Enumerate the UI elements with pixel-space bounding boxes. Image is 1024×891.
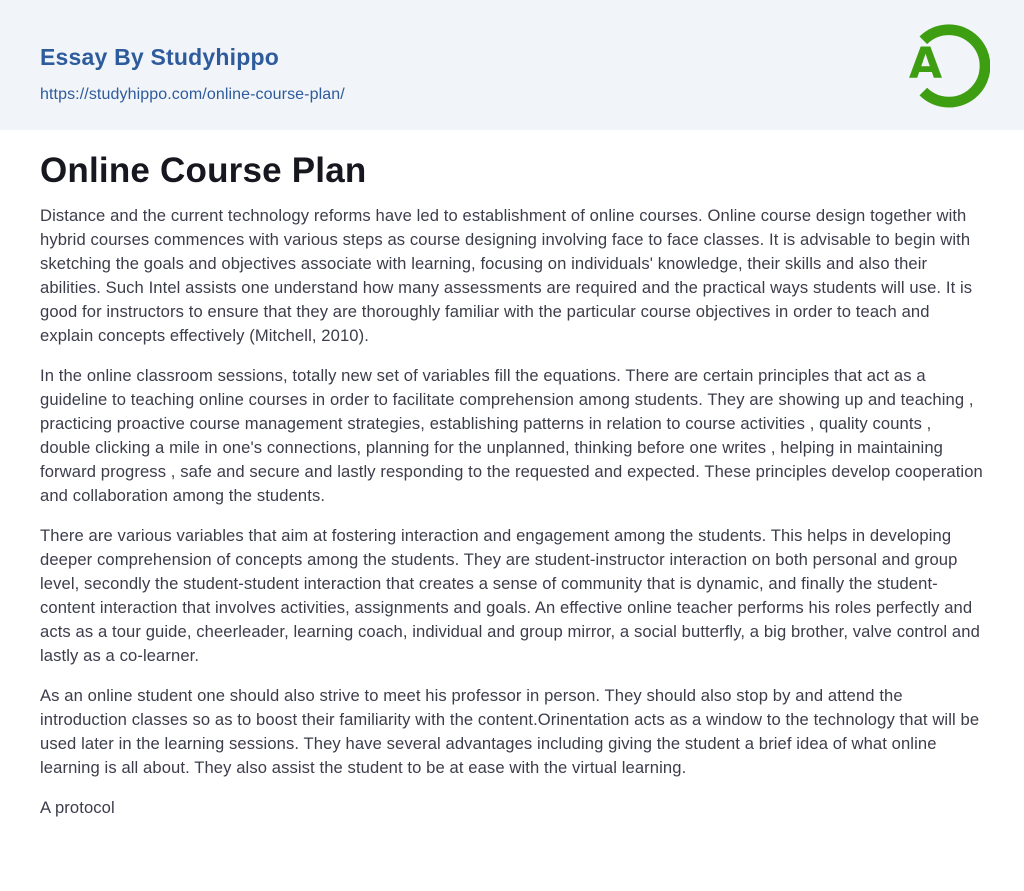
studyhippo-logo bbox=[902, 13, 990, 115]
essay-paragraph: Distance and the current technology reforms have led to establishment of online courses. Online course design together with hybrid courses commences with various steps as course designing involving face to face classes. It is advisable to begin with sketching the goals and objectives associate with learning, focusing on individuals' knowledge, their skills and also their abilities. Such Intel assists one understand how many assessments are required and the practical ways students will use. It is good for instructors to ensure that they are thoroughly familiar with the particular course objectives in order to teach and explain concepts effectively (Mitchell, 2010). bbox=[40, 206, 973, 345]
header-title: Essay By Studyhippo bbox=[40, 44, 279, 70]
logo-letter: A bbox=[908, 38, 943, 89]
essay-paragraph: A protocol bbox=[40, 798, 115, 817]
essay-paragraph: In the online classroom sessions, totally new set of variables fill the equations. There are certain principles that act as a guideline to teaching online courses in order to facilitate comprehension among students. They are showing up and teaching , practicing proactive course management strategies, establishing patterns in relation to course activities , quality counts , double clicking a mile in one's connections, planning for the unplanned, thinking before one writes , helping in maintaining forward progress , safe and secure and lastly responding to the requested and expected. These principles develop cooperation and collaboration among the students. bbox=[40, 366, 983, 505]
essay-paragraph: There are various variables that aim at fostering interaction and engagement among the students. This helps in developing deeper comprehension of concepts among the students. They are student-instructor interaction on both personal and group level, secondly the student-student interaction that creates a sense of community that is dynamic, and finally the student-content interaction that involves activities, assignments and goals. An effective online teacher performs his roles perfectly and acts as a tour guide, cheerleader, learning coach, individual and group mirror, a social butterfly, a big brother, valve control and lastly as a co-learner. bbox=[40, 526, 980, 665]
essay-content bbox=[0, 151, 1024, 820]
source-url-link[interactable]: https://studyhippo.com/online-course-plan/ bbox=[40, 86, 345, 103]
logo-arc-icon bbox=[902, 13, 990, 115]
page-header bbox=[0, 0, 1024, 130]
page-title: Online Course Plan bbox=[40, 151, 367, 190]
essay-paragraph: As an online student one should also strive to meet his professor in person. They should also stop by and attend the introduction classes so as to boost their familiarity with the content.Orinentation acts as a window to the technology that will be used later in the learning sessions. They have several advantages including giving the student a brief idea of what online learning is all about. They also assist the student to be at ease with the virtual learning. bbox=[40, 686, 980, 777]
